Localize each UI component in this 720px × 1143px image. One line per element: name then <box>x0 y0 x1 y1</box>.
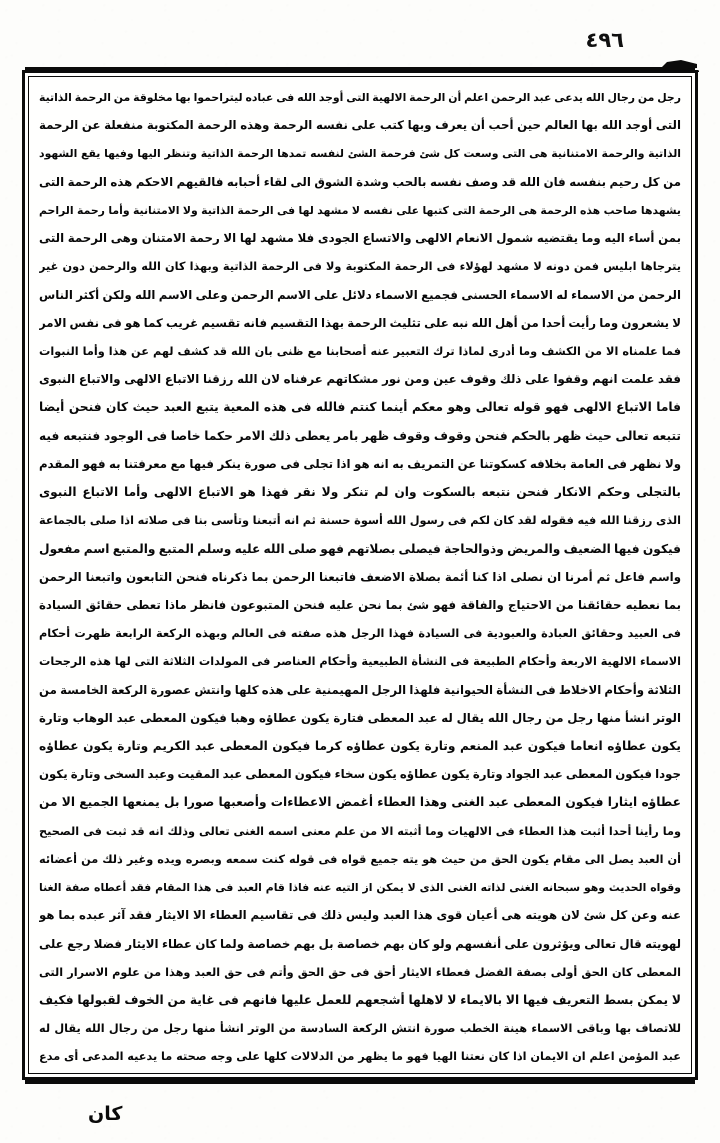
frame-bottom-rule <box>25 1080 695 1084</box>
text-line-content: فاما الاتباع الالهى فهو قوله تعالى وهو معكم أينما كنتم فالله فى هذه المعية يتبع العبد حيث كان فنحن أيضا <box>39 400 681 415</box>
text-line-content: بما نعطيه حقائقنا من الاحتياج والفاقة فهو شئ بما نحن عليه فنحن المتبوعون فانظر ماذا تعطى حقائق السيادة <box>39 597 681 612</box>
text-line-content: يكون عطاؤه انعاما فيكون عبد المنعم وتارة يكون عطاؤه كرما فيكون المعطى عبد الكريم وتارة يكون عطاؤه <box>39 739 681 754</box>
text-line <box>39 732 681 760</box>
text-line-content: رجل من رجال الله يدعى عبد الرحمن اعلم أن الرحمة الالهية التى أوجد الله فى عباده ليتراحموا بها مخلوقة من الرحمة الذاتية <box>39 91 681 104</box>
text-line <box>39 1042 681 1070</box>
text-line-content: الاسماء الالهية الاربعة وأحكام الطبيعة فى النشأة الطبيعية وأحكام العناصر فى المولدات الثلاثة التى لها هذه الرجحات <box>39 655 681 669</box>
text-line-content: الرحمن من الاسماء له الاسماء الحسنى فجميع الاسماء دلائل على الاسم الرحمن وعلى الاسم الله ولكن أكثر الناس <box>39 287 681 302</box>
text-line-content: وما رأينا أحدا أثبت هذا العطاء فى الالهيات وما أثبته الا من علم معنى اسمه الغنى تعالى وذلك انه قد ثبت فى الصحيح <box>39 824 681 838</box>
text-line <box>39 704 681 732</box>
text-line <box>39 788 681 816</box>
text-line-content: الذاتية والرحمة الامتنانية هى التى وسعت كل شئ فرحمة الشئ لنفسه تمدها الرحمة الذاتية وتنظر اليها وفيها يقع الشهود <box>39 147 681 161</box>
text-line-content: المعطى كان الحق أولى بصفة الفضل فعطاء الايثار أحق فى حق الحق وأتم فى حق العبد وهذا من علوم الاسرار التى <box>39 965 681 979</box>
text-line-content: التى أوجد الله بها العالم حين أحب أن يعرف وبها كتب على نفسه الرحمة وهذه الرحمة المكتوبة منفعلة عن الرحمة <box>39 118 681 133</box>
text-line-content: واسم فاعل ثم أمرنا ان نصلى اذا كنا أئمة بصلاة الاضعف فاتبعنا الرحمن بما ذكرناه فنحن التابعون واتبعنا الرحمن <box>39 569 681 584</box>
text-line-content: فيكون فيها الضعيف والمريض وذوالحاجة فيصلى بصلاتهم فهو صلى الله عليه وسلم المتبع والمتبع اسم مفعول <box>39 541 681 556</box>
catchword: كان <box>88 1103 123 1125</box>
text-line-content: لهويته قال تعالى ويؤثرون على أنفسهم ولو كان بهم خصاصة بل بهم خصاصة ولما كان عطاء الايثار فضلا رجع على <box>39 936 681 951</box>
text-line-content: جودا فيكون المعطى عبد الجواد وتارة يكون عطاؤه يكون سخاء فيكون المعطى عبد المقيت وعبد السخى وتارة يكون <box>39 767 681 782</box>
text-frame-border <box>22 70 698 1080</box>
text-line-content: يترجاها ابليس فمن دونه لا مشهد لهؤلاء فى الرحمة المكتوبة ولا فى الرحمة الذاتية وبهذا كان الله والرحمن دون غير <box>39 260 681 274</box>
frame-top-rule <box>25 67 695 70</box>
text-line-content: فقد علمت انهم وقفوا على ذلك وقوف عين ومن نور مشكاتهم عرفناه لان الله رزقنا الاتباع الالهى والاتباع النبوى <box>39 372 681 387</box>
text-line <box>39 1014 681 1042</box>
text-line <box>39 252 681 280</box>
text-line <box>39 986 681 1014</box>
text-line <box>39 619 681 647</box>
text-line <box>39 647 681 675</box>
text-line <box>39 450 681 478</box>
text-line <box>39 930 681 958</box>
text-line-content: عطاؤه ايثارا فيكون المعطى عبد الغنى وهذا العطاء أغمض الاعطاءات وأصعبها صورا بل يمنعها الجميع الا من <box>39 795 681 810</box>
text-line-content: ولا نظهر فى العامة بخلافه كسكوتنا عن التمريف به انه هو اذا تجلى فى صورة ينكر فيها مع معرفتنا به فهو المقدم <box>39 456 681 471</box>
text-line <box>39 337 681 365</box>
text-line-content: وقواه الحديث وهو سبحانه الغنى لذاته الغنى الذى لا يمكن از التيه عنه فاذا قام العبد فى هذا المقام فقد أعطاه صفة الغنا <box>39 881 681 895</box>
text-line <box>39 196 681 224</box>
text-line-content: للاتصاف بها وباقى الاسماء هينة الخطب صورة انتش الركعة السادسة من الوتر انشأ منها رجل من رجال الله يقال له <box>39 1022 681 1036</box>
page-number: ٤٩٦ <box>585 28 624 52</box>
text-line <box>39 281 681 309</box>
text-line-content: لا يمكن بسط التعريف فيها الا بالايماء لا لاهلها أشجعهم للعمل عليها فانهم فى غاية من الخوف لقبولها فكيف <box>39 993 681 1007</box>
text-line-content: أن العبد يصل الى مقام يكون الحق من حيث هو يته جميع قواه فى قوله كنت سمعه وبصره ويده وغير ذلك من أعضائه <box>39 852 681 866</box>
text-line <box>39 506 681 534</box>
text-line <box>39 535 681 563</box>
text-line <box>39 224 681 252</box>
text-line <box>39 111 681 139</box>
text-line <box>39 563 681 591</box>
text-line <box>39 817 681 845</box>
text-line <box>39 478 681 506</box>
text-line <box>39 591 681 619</box>
text-line <box>39 422 681 450</box>
text-line-content: عبد المؤمن اعلم ان الايمان اذا كان نعتنا الهيا فهو ما يظهر من الدلالات كلها على وجه صحته ما يدعيه المدعى أى مدع <box>39 1050 681 1064</box>
text-line <box>39 83 681 111</box>
text-line-content: يشهدها صاحب هذه الرحمة هى الرحمة التى كتبها على نفسه لا مشهد لها فى الرحمة الذاتية ولا الامتنانية وأما رحمة الراحم <box>39 203 681 217</box>
text-line <box>39 168 681 196</box>
text-line <box>39 365 681 393</box>
text-line-content: عنه وعن كل شئ لان هويته هى أعيان قوى هذا العبد وليس ذلك فى تقاسيم العطاء الا الايثار فقد آثر عبده بما هو <box>39 908 681 923</box>
text-line <box>39 393 681 421</box>
text-line <box>39 139 681 167</box>
body-text-block <box>39 83 681 1071</box>
text-line-content: فى العبيد وحقائق العبادة والعبودية فى السيادة فهذا الرجل هذه صفته فى العالم وبهذه الركعة الرابعة ظهرت أحكام <box>39 627 681 641</box>
text-line-content: بالتجلى وحكم الانكار فنحن نتبعه بالسكوت وان لم تنكر ولا نقر فهذا هو الاتباع الالهى وأما الاتباع النبوى <box>39 485 681 500</box>
text-line <box>39 873 681 901</box>
text-line <box>39 760 681 788</box>
text-line <box>39 676 681 704</box>
text-line <box>39 845 681 873</box>
text-line-content: بمن أساء اليه وما يقتضيه شمول الانعام الالهى والاتساع الجودى فلا مشهد لها الا رحمة الامتنان وهى الرحمة التى <box>39 231 681 246</box>
text-line-content: الذى رزقنا الله فيه فقوله لقد كان لكم فى رسول الله أسوة حسنة ثم انه أتبعنا وتأسى بنا فى صلاته اذا صلى بالجماعة <box>39 514 681 528</box>
text-line-content: الوتر انشأ منها رجل من رجال الله يقال له عبد المعطى فتارة يكون عطاؤه وهبا فيكون المعطى عبد الوهاب وتارة <box>39 710 681 725</box>
text-line-content: تتبعه تعالى حيث ظهر بالحكم فنحن وقوف وقوف ظهر بامر يعطى ذلك الامر حكما خاصا فى الوجود فنتبعه فيه <box>39 428 681 443</box>
text-line <box>39 309 681 337</box>
text-line <box>39 958 681 986</box>
corner-flourish-icon <box>641 59 699 72</box>
text-line-content: من كل رحيم بنفسه فان الله قد وصف نفسه بالحب وشدة الشوق الى لقاء أحبابه فالقيهم الاحكم هذه الرحمة التى <box>39 174 681 189</box>
text-line-content: لا يشعرون وما رأيت أحدا من أهل الله نبه على تثليث الرحمة بهذا التقسيم فانه تقسيم غريب كما هو فى نفس الامر <box>39 315 681 330</box>
text-frame-inner-rule <box>28 76 692 1074</box>
text-line <box>39 901 681 929</box>
text-line-content: الثلاثة وأحكام الاخلاط فى النشأة الحيوانية فلهذا الرجل المهيمنية على هذه كلها وانتش عصورة الركعة الخامسة من <box>39 682 681 697</box>
text-line-content: فما علمناه الا من الكشف وما أدرى لماذا ترك التعبير عنه أصحابنا مع ظنى بان الله قد كشف لهم عن هذا وأما النبوات <box>39 344 681 358</box>
